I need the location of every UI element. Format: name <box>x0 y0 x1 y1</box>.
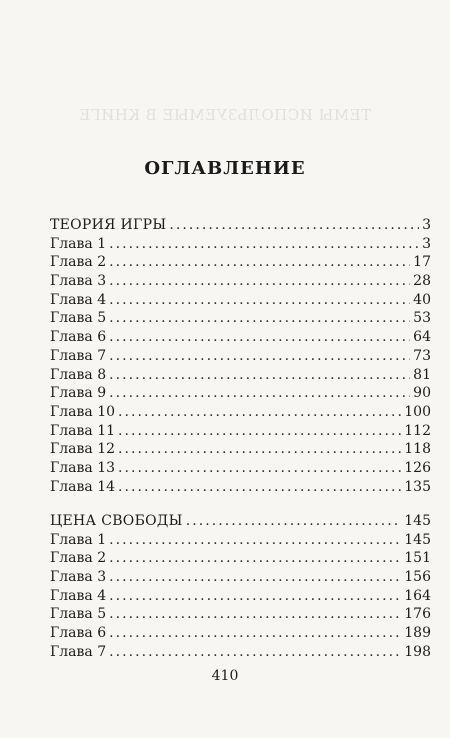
toc-entry[interactable] <box>50 422 431 441</box>
toc-entry[interactable] <box>50 272 431 291</box>
toc-entry[interactable] <box>50 403 431 422</box>
toc-entry-label: Глава 6 <box>50 329 107 346</box>
toc-entry[interactable] <box>50 459 431 478</box>
toc-page-number: 145 <box>404 513 431 529</box>
toc-page-number: 145 <box>404 531 431 548</box>
toc-page-number: 73 <box>413 347 431 364</box>
toc-entry[interactable] <box>50 531 431 550</box>
toc-entry[interactable] <box>50 309 431 328</box>
toc-page-number: 17 <box>413 254 431 271</box>
dot-leader <box>109 587 401 606</box>
toc-entry[interactable] <box>50 587 431 606</box>
dot-leader <box>118 403 401 422</box>
dot-leader <box>109 384 410 403</box>
toc-entry-label: Глава 12 <box>50 441 116 458</box>
toc-page-number: 90 <box>413 385 431 402</box>
toc-section-heading[interactable] <box>50 216 431 235</box>
toc-page-number: 3 <box>422 217 431 233</box>
toc-entry[interactable] <box>50 605 431 624</box>
toc-page-number: 112 <box>404 422 431 439</box>
page-title: ОГЛАВЛЕНИЕ <box>144 158 306 179</box>
dot-leader <box>118 478 401 497</box>
toc-entry-label: Глава 7 <box>50 347 107 364</box>
toc-section-2 <box>50 512 431 662</box>
toc-page-number: 81 <box>413 366 431 383</box>
toc-entry-label: Глава 3 <box>50 273 107 290</box>
toc-entry-label: Глава 11 <box>50 422 116 439</box>
dot-leader <box>109 549 401 568</box>
toc-page-number: 135 <box>404 478 431 495</box>
dot-leader <box>109 253 410 272</box>
toc-section-title: ЦЕНА СВОБОДЫ <box>50 513 183 529</box>
toc-page-number: 176 <box>404 606 431 623</box>
toc-entry[interactable] <box>50 568 431 587</box>
toc-entry-label: Глава 5 <box>50 606 107 623</box>
toc-entry[interactable] <box>50 549 431 568</box>
dot-leader <box>109 624 401 643</box>
dot-leader <box>118 422 401 441</box>
dot-leader <box>109 366 410 385</box>
toc-entry[interactable] <box>50 440 431 459</box>
toc-entry[interactable] <box>50 624 431 643</box>
dot-leader <box>118 440 401 459</box>
toc-section-1 <box>50 216 431 496</box>
toc-entry[interactable] <box>50 478 431 497</box>
toc-entry[interactable] <box>50 643 431 662</box>
toc-page-number: 189 <box>404 625 431 642</box>
toc-entry-label: Глава 9 <box>50 385 107 402</box>
dot-leader <box>186 512 402 531</box>
dot-leader <box>169 216 419 235</box>
toc-section-heading[interactable] <box>50 512 431 531</box>
toc-entry[interactable] <box>50 366 431 385</box>
toc-entry[interactable] <box>50 235 431 254</box>
toc-page-number: 198 <box>404 643 431 660</box>
toc-page-number: 28 <box>413 273 431 290</box>
dot-leader <box>109 328 410 347</box>
toc-page-number: 40 <box>413 291 431 308</box>
toc-entry-label: Глава 1 <box>50 235 107 252</box>
dot-leader <box>109 531 401 550</box>
toc-entry-label: Глава 5 <box>50 310 107 327</box>
toc-entry-label: Глава 4 <box>50 291 107 308</box>
toc-page-number: 53 <box>413 310 431 327</box>
toc-entry-label: Глава 10 <box>50 403 116 420</box>
toc-page-number: 64 <box>413 329 431 346</box>
dot-leader <box>109 347 410 366</box>
page-number: 410 <box>211 668 239 684</box>
toc-page-number: 164 <box>404 587 431 604</box>
toc-entry-label: Глава 3 <box>50 569 107 586</box>
toc-page-number: 126 <box>404 459 431 476</box>
dot-leader <box>109 605 401 624</box>
dot-leader <box>109 568 401 587</box>
toc-entry-label: Глава 7 <box>50 643 107 660</box>
toc-page-number: 3 <box>422 235 431 252</box>
toc-page-number: 118 <box>404 441 431 458</box>
toc-entry-label: Глава 4 <box>50 587 107 604</box>
dot-leader <box>109 272 410 291</box>
toc-page-number: 156 <box>404 569 431 586</box>
toc-entry[interactable] <box>50 347 431 366</box>
dot-leader <box>109 235 419 254</box>
toc-entry-label: Глава 1 <box>50 531 107 548</box>
toc-page-number: 151 <box>404 550 431 567</box>
toc-entry[interactable] <box>50 253 431 272</box>
toc-section-title: ТЕОРИЯ ИГРЫ <box>50 217 167 233</box>
toc-entry-label: Глава 13 <box>50 459 116 476</box>
toc-entry-label: Глава 8 <box>50 366 107 383</box>
toc-page-number: 100 <box>404 403 431 420</box>
toc-entry-label: Глава 6 <box>50 625 107 642</box>
toc-entry[interactable] <box>50 328 431 347</box>
toc-entry-label: Глава 2 <box>50 550 107 567</box>
dot-leader <box>109 309 410 328</box>
toc-entry[interactable] <box>50 291 431 310</box>
dot-leader <box>109 291 410 310</box>
toc-entry-label: Глава 2 <box>50 254 107 271</box>
toc-entry-label: Глава 14 <box>50 478 116 495</box>
toc-entry[interactable] <box>50 384 431 403</box>
dot-leader <box>109 643 401 662</box>
bleed-through-text: ТЕМЫ ИСПОЛЬЗУЕМЫЕ В КНИГЕ <box>78 106 372 124</box>
dot-leader <box>118 459 401 478</box>
